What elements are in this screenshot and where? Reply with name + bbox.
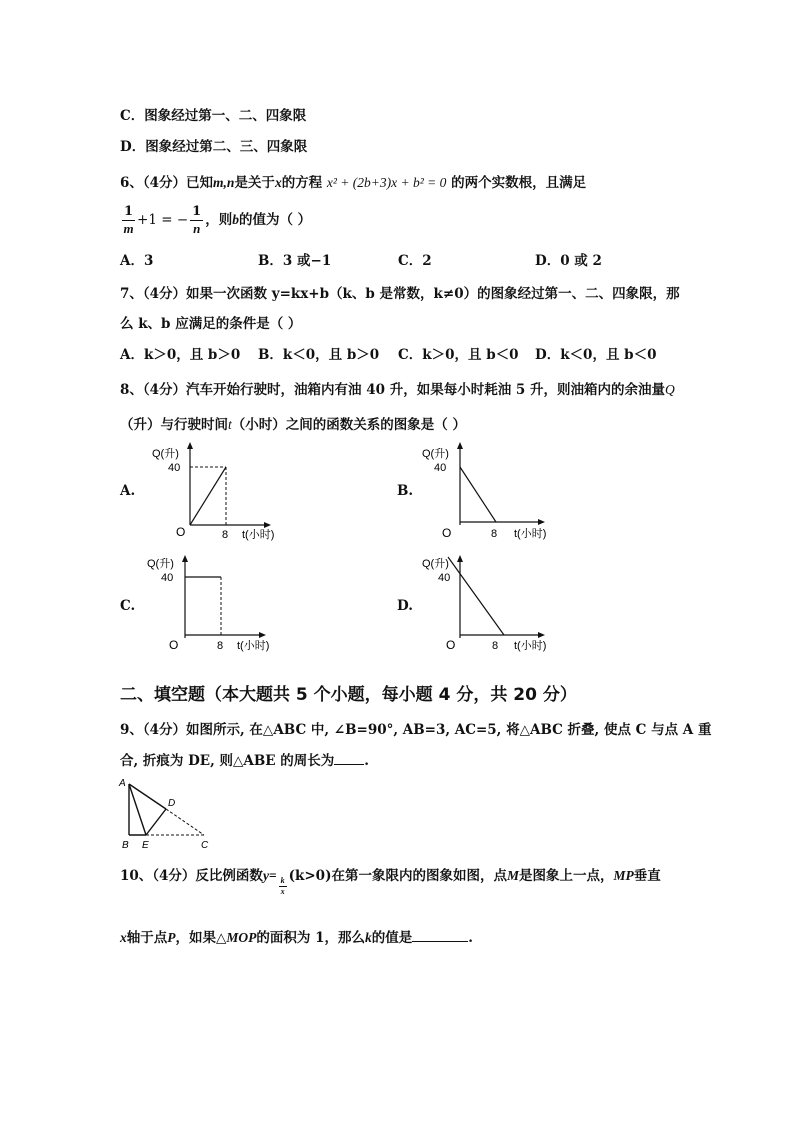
q6-option-d: D．0 或 2 [535,253,602,269]
section-2-title: 二、填空题（本大题共 5 个小题，每小题 4 分，共 20 分） [120,685,577,705]
q6-mid: 是关于 [234,175,275,191]
q6-options [120,249,680,267]
q6-frac-1-over-n: $\frac{1}{n}$ [192,204,202,236]
q7-option-a: A．k＞0，且 b＞0 [120,347,241,363]
graph-d-label: D. [397,598,413,614]
q10-frac-k-over-x: $\frac{k}{x}$ [280,876,285,896]
graph-a-tick-40: 40 [168,462,181,474]
q9-answer-blank[interactable] [334,752,364,765]
q6-option-a: A．3 [120,253,154,269]
fig-label-b: B [122,840,129,850]
q6-eq-lead: 的方程 [281,175,323,191]
q8-Q: Q [665,382,675,397]
graph-d-axis-y-label: Q(升) [422,558,449,570]
graph-b-y-arrow [457,442,463,449]
q8-line-2: （升）与行驶时间t（小时）之间的函数关系的图象是（ ） [120,417,466,433]
graph-d-tick-8: 8 [492,640,499,652]
q6-x: x [274,175,282,190]
graph-a-tick-8: 8 [222,529,229,541]
q7-line-2: 么 k、b 应满足的条件是（ ） [120,316,302,332]
q7-option-c: C．k＞0，且 b＜0 [398,347,519,363]
graph-a-x-arrow [264,522,271,528]
graph-d-tick-40: 40 [438,572,451,584]
graph-b-line [460,467,496,522]
graph-c-label: C. [120,598,136,614]
graph-c [145,553,275,658]
q6-equation: x² + (2b+3)x + b² = 0 [326,175,447,190]
fig-crease-de [146,809,166,835]
graph-b-x-arrow [538,519,545,525]
graph-c-tick-40: 40 [161,572,174,584]
q6-tail: 的两个实数根，且满足 [451,175,587,191]
q7-line-1: 7、（4分）如果一次函数 y=kx+b（k、b 是常数，k≠0）的图象经过第一、二、四象限，那 [120,286,680,302]
q6-prefix: 6、（4分）已知 [120,175,214,191]
q10-answer-blank[interactable] [412,929,468,942]
q5-option-c: C．图象经过第一、二、四象限 [120,108,307,124]
fig-seg-ad [129,784,166,809]
graph-b [420,440,555,545]
q6-value: 的值为（ ） [238,212,312,228]
graph-d-y-arrow [457,555,463,562]
q10-line-2: x轴于点P，如果△MOP的面积为 1，那么k的值是 . [120,930,473,946]
graph-c-y-arrow [182,555,188,562]
q8-line-1: 8、（4分）汽车开始行驶时，油箱内有油 40 升，如果每小时耗油 5 升，则油箱内的余油量Q [120,382,675,398]
graph-c-axis-y-label: Q(升) [147,558,174,570]
fig-seg-ae [129,784,146,835]
graph-d-x-arrow [538,632,545,638]
graph-d-line [448,557,504,635]
q7-option-d: D．k＜0，且 b＜0 [535,347,657,363]
q6-stem [120,171,586,191]
graph-b-axis-y-label: Q(升) [422,448,449,460]
fig-label-e: E [142,840,149,850]
graph-b-label: B. [397,483,414,499]
q9-line-1: 9、（4分）如图所示, 在△ABC 中, ∠B=90°, AB=3, AC=5, 将△ABC 折叠, 使点 C 与点 A 重 [120,722,712,738]
q8-t: t [228,417,232,432]
q6-mn: m,n [213,175,235,190]
graph-c-tick-8: 8 [217,640,224,652]
graph-b-tick-40: 40 [434,462,447,474]
graph-a-axis-x-label: t(小时) [242,529,275,541]
q7-option-b: B．k＜0，且 b＞0 [258,347,380,363]
q6-then: ，则 [205,212,233,228]
q7-options [120,343,680,361]
q6-b: b [232,212,239,227]
q9-triangle-figure [116,776,216,850]
q5-option-d: D．图象经过第二、三、四象限 [120,139,308,155]
graph-c-axis-x-label: t(小时) [237,640,270,652]
graph-a-line [190,467,226,525]
q9-line-2: 合, 折痕为 DE, 则△ABE 的周长为 . [120,753,369,769]
q6-option-c: C．2 [398,253,432,269]
graph-d-origin: O [446,638,456,652]
graph-a-origin: O [176,525,186,539]
graph-b-axis-x-label: t(小时) [514,528,547,540]
graph-b-tick-8: 8 [491,528,498,540]
graph-a-axis-y-label: Q(升) [152,448,179,460]
q6-condition [120,204,311,237]
q6-plus-one: +1 = − [137,212,189,228]
graph-d-axis-x-label: t(小时) [514,640,547,652]
graph-c-x-arrow [259,632,266,638]
fig-label-d: D [168,798,176,809]
q6-frac-1-over-m: $\frac{1}{m}$ [123,204,134,236]
q6-option-b: B．3 或−1 [258,253,332,269]
fig-seg-dc [166,809,204,835]
graph-b-origin: O [442,526,452,540]
q10-y: y= [262,868,277,883]
graph-a-label: A. [120,483,136,499]
graph-a-y-arrow [187,442,193,449]
graph-d [420,553,555,658]
fig-label-a: A [119,778,126,789]
fig-label-c: C [201,840,209,850]
graph-c-origin: O [169,638,179,652]
q10-line-1: 10、（4分）反比例函数y= $\frac{k}{x}$ (k>0)在第一象限内的图象如图，点M是图象上一点，MP垂直 [120,868,661,896]
graph-a [150,440,280,545]
